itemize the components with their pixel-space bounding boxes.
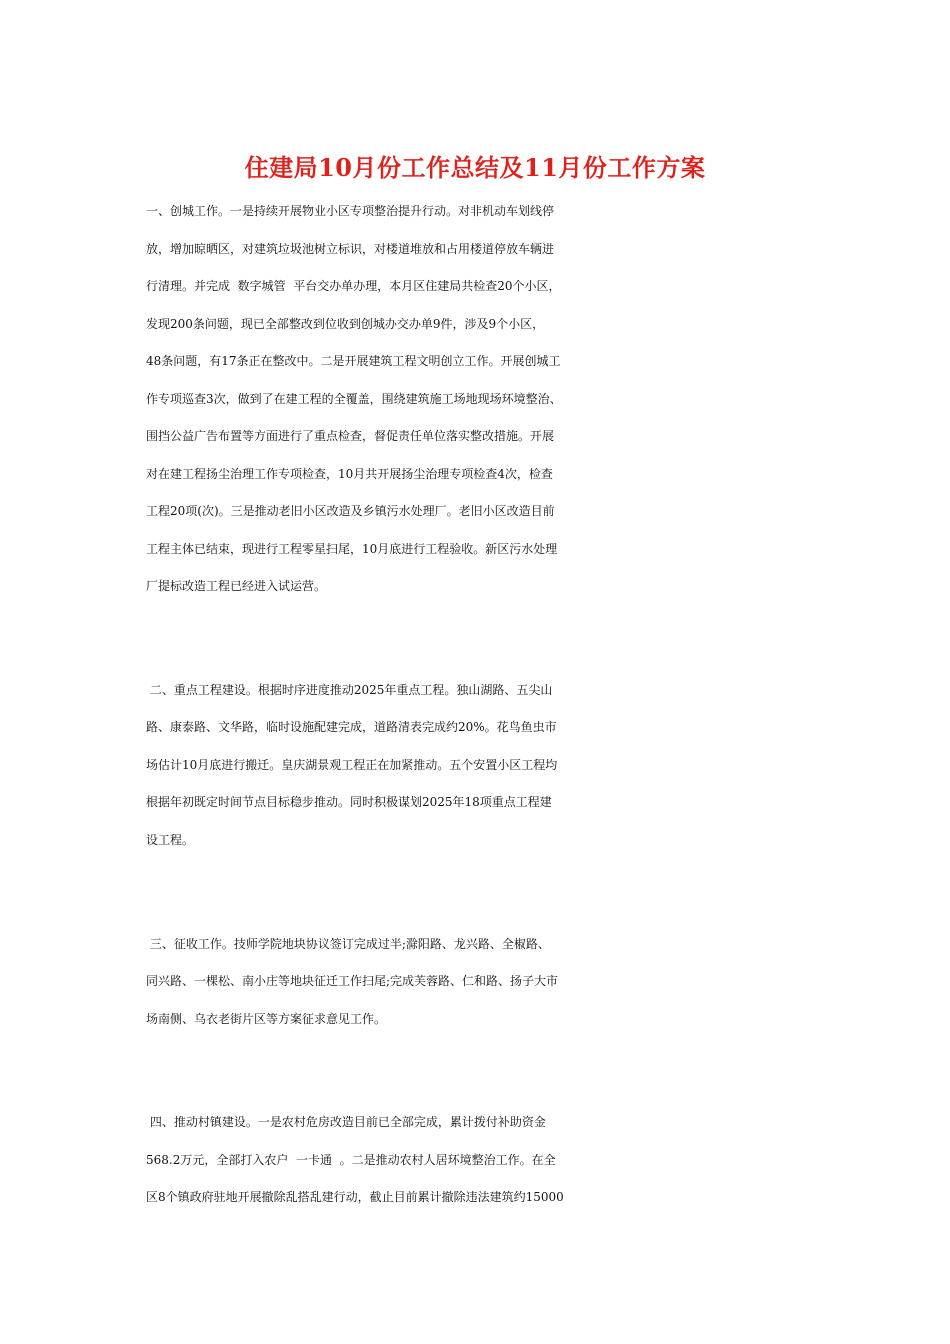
paragraph-line: 厂提标改造工程已经进入试运营。 bbox=[146, 579, 327, 593]
paragraph-line: 一、创城工作。一是持续开展物业小区专项整治提升行动。对非机动车划线停 bbox=[146, 204, 555, 218]
paragraph-line: 区8个镇政府驻地开展撤除乱搭乱建行动，截止目前累计撤除违法建筑约15000 bbox=[146, 1190, 564, 1204]
paragraph-line: 二、重点工程建设。根据时序进度推动2025年重点工程。独山湖路、五尖山 bbox=[146, 683, 553, 697]
paragraph-line: 作专项巡查3次，做到了在建工程的全覆盖，围绕建筑施工场地现场环境整治、 bbox=[146, 392, 562, 406]
paragraph-line: 对在建工程扬尘治理工作专项检查，10月共开展扬尘治理专项检查4次，检查 bbox=[146, 467, 553, 481]
paragraph-line: 同兴路、一棵松、南小庄等地块征迁工作扫尾;完成芙蓉路、仁和路、扬子大市 bbox=[146, 974, 559, 988]
paragraph-line: 围挡公益广告布置等方面进行了重点检查，督促责任单位落实整改措施。开展 bbox=[146, 429, 555, 443]
paragraph-line: 48条问题，有17条正在整改中。二是开展建筑工程文明创立工作。开展创城工 bbox=[146, 354, 561, 368]
document-title: 住建局10月份工作总结及11月份工作方案 bbox=[244, 153, 706, 182]
paragraph-line: 场估计10月底进行搬迁。皇庆湖景观工程正在加紧推动。五个安置小区工程均 bbox=[146, 758, 558, 772]
paragraph-line: 根据年初既定时间节点目标稳步推动。同时积极谋划2025年18项重点工程建 bbox=[146, 795, 552, 809]
paragraph-line: 工程20项(次)。三是推动老旧小区改造及乡镇污水处理厂。老旧小区改造目前 bbox=[146, 504, 555, 518]
paragraph-line: 放，增加晾晒区，对建筑垃圾池树立标识，对楼道堆放和占用楼道停放车辆进 bbox=[146, 242, 555, 256]
paragraph-line: 场南侧、乌衣老街片区等方案征求意见工作。 bbox=[146, 1012, 387, 1026]
paragraph-line: 发现200条问题，现已全部整改到位收到创城办交办单9件，涉及9个小区， bbox=[146, 317, 545, 331]
paragraph-line: 行清理。并完成 数字城管 平台交办单办理，本月区住建局共检查20个小区， bbox=[146, 279, 561, 293]
paragraph-line: 568.2万元，全部打入农户 一卡通 。二是推动农村人居环境整治工作。在全 bbox=[146, 1153, 556, 1167]
paragraph-line: 三、征收工作。技师学院地块协议签订完成过半;滁阳路、龙兴路、全椒路、 bbox=[146, 937, 550, 951]
paragraph-line: 四、推动村镇建设。一是农村危房改造目前已全部完成，累计拨付补助资金 bbox=[146, 1115, 546, 1129]
paragraph-line: 工程主体已结束，现进行工程零星扫尾，10月底进行工程验收。新区污水处理 bbox=[146, 542, 558, 556]
paragraph-line: 设工程。 bbox=[146, 833, 195, 847]
paragraph-line: 路、康泰路、文华路，临时设施配建完成，道路清表完成约20%。花鸟鱼虫市 bbox=[146, 720, 557, 734]
